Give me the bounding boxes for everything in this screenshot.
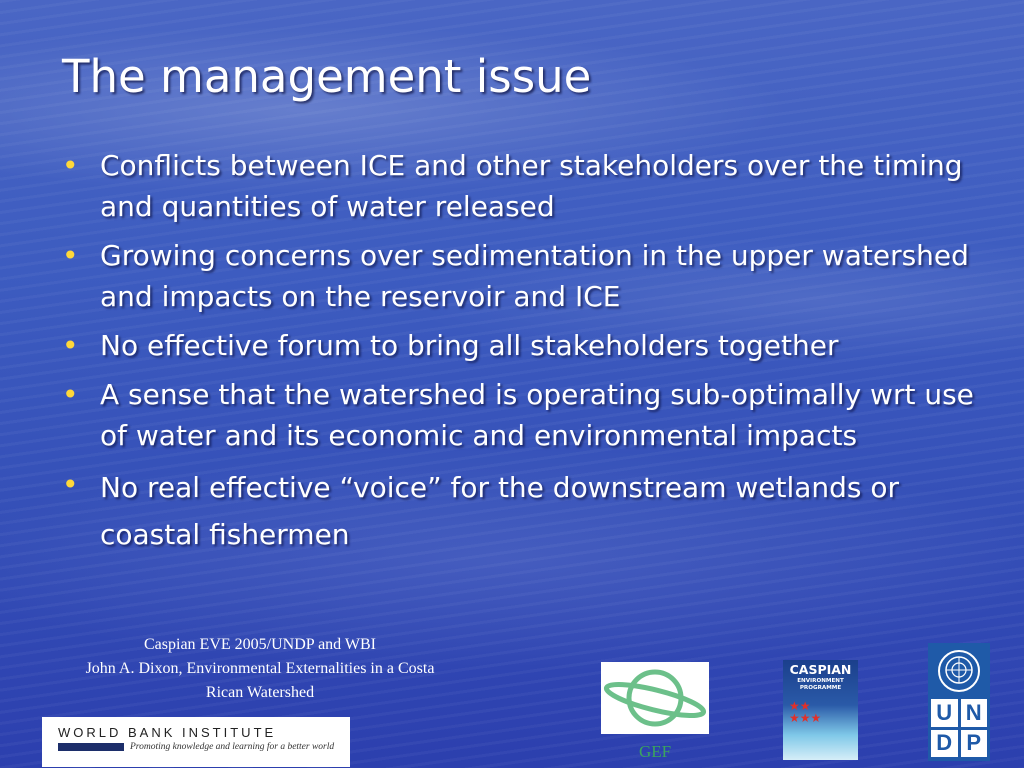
bullet-dot-icon: •	[62, 378, 79, 411]
bullet-text: No effective forum to bring all stakeholders together	[100, 329, 839, 362]
bullet-dot-icon: •	[62, 329, 79, 362]
undp-letter: D	[931, 730, 958, 758]
credit-line: John A. Dixon, Environmental Externalities in a Costa	[85, 660, 435, 677]
bullet-dot-icon: •	[62, 149, 79, 182]
world-bank-institute-logo	[42, 717, 350, 767]
gef-logo	[601, 662, 709, 734]
undp-letters	[931, 699, 987, 757]
undp-logo	[928, 643, 990, 761]
bullet-text: Conflicts between ICE and other stakeholders over the timing and quantities of water released	[100, 149, 963, 223]
bullet-item	[60, 374, 980, 456]
cep-subtitle-line: PROGRAMME	[799, 685, 842, 691]
bullet-item	[60, 235, 980, 317]
gef-globe-icon	[601, 662, 709, 734]
credit-line: Rican Watershed	[205, 684, 315, 701]
undp-letter: N	[961, 699, 988, 727]
cep-subtitle	[783, 678, 858, 692]
source-credit	[30, 633, 490, 705]
wbi-tagline: Promoting knowledge and learning for a better world	[58, 742, 338, 752]
gef-label: GEF	[638, 742, 672, 761]
un-emblem-icon	[937, 649, 981, 693]
bullet-text: No real effective “voice” for the downstream wetlands or coastal fishermen	[100, 471, 900, 551]
bullet-item	[60, 325, 980, 366]
bullet-list	[60, 145, 980, 566]
slide-title: The management issue	[62, 50, 592, 103]
bullet-text: A sense that the watershed is operating sub-optimally wrt use of water and its economic and environmental impacts	[100, 378, 974, 452]
bullet-item	[60, 145, 980, 227]
caspian-environment-programme-logo	[783, 660, 858, 760]
cep-name: CASPIAN	[789, 662, 852, 677]
undp-letter: P	[961, 730, 988, 758]
cep-subtitle-line: ENVIRONMENT	[797, 678, 844, 684]
credit-line: Caspian EVE 2005/UNDP and WBI	[144, 636, 376, 653]
bullet-text: Growing concerns over sedimentation in the upper watershed and impacts on the reservoir and ICE	[100, 239, 969, 313]
wbi-name: WORLD BANK INSTITUTE	[58, 725, 277, 740]
bullet-item	[60, 464, 980, 558]
undp-letter: U	[931, 699, 958, 727]
bullet-dot-icon: •	[62, 468, 79, 501]
bullet-dot-icon: •	[62, 239, 79, 272]
stars-icon: ★★ ★★★	[789, 699, 822, 725]
